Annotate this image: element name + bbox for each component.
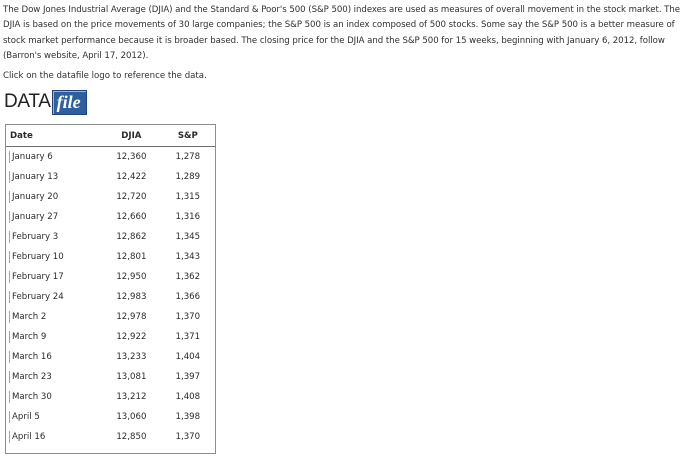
header-sp: S&P: [161, 125, 215, 147]
table-row: [6, 207, 215, 227]
cell-sp: 1,397: [175, 372, 201, 382]
cell-djia: 12,720: [116, 192, 147, 202]
cell-date: [6, 147, 102, 168]
cell-sp: 1,370: [175, 432, 201, 442]
data-table: [6, 125, 215, 447]
cell-djia: 12,360: [116, 152, 147, 162]
cell-djia: 12,850: [116, 432, 147, 442]
cell-sp: 1,404: [175, 352, 201, 362]
cell-date-text: March 23: [9, 371, 52, 383]
cell-sp: 1,362: [175, 272, 201, 282]
cell-date: [6, 347, 102, 367]
cell-sp: 1,316: [175, 212, 201, 222]
cell-sp: 1,315: [175, 192, 201, 202]
cell-date-text: March 16: [9, 351, 52, 363]
cell-sp: 1,370: [175, 312, 201, 322]
cell-sp: 1,278: [175, 152, 201, 162]
cell-date-text: February 24: [9, 291, 64, 303]
cell-date-text: January 20: [9, 191, 58, 203]
cell-djia: 12,422: [116, 172, 147, 182]
datafile-logo-file-text: file: [52, 90, 87, 115]
cell-date-text: February 3: [9, 231, 58, 243]
cell-djia: 12,660: [116, 212, 147, 222]
cell-date-text: April 16: [9, 431, 45, 443]
cell-djia: 13,233: [116, 352, 147, 362]
table-row: [6, 307, 215, 327]
cell-date-text: January 27: [9, 211, 58, 223]
cell-date: [6, 187, 102, 207]
header-date: Date: [6, 125, 102, 147]
cell-date: [6, 247, 102, 267]
cell-date: [6, 427, 102, 447]
cell-djia: 12,978: [116, 312, 147, 322]
table-row: [6, 187, 215, 207]
table-row: [6, 427, 215, 447]
problem-description: The Dow Jones Industrial Average (DJIA) and the Standard & Poor's 500 (S&P 500) indexes are used as measures of overall movement in the stock market. The DJIA is based on the price movements of 30 large companies; the S&P 500 is an index composed of 500 stocks. Some say the S&P 500 is a better measure of stock market performance because it is broader based. The closing price for the DJIA and the S&P 500 for 15 weeks, beginning with January 6, 2012, follow (Barron's website, April 17, 2012).: [3, 5, 681, 61]
cell-djia: 13,212: [116, 392, 147, 402]
table-row: [6, 327, 215, 347]
cell-sp: 1,398: [175, 412, 201, 422]
cell-sp: 1,345: [175, 232, 201, 242]
cell-date-text: March 30: [9, 391, 52, 403]
cell-sp: 1,371: [175, 332, 201, 342]
table-row: [6, 147, 215, 168]
cell-date: [6, 407, 102, 427]
cell-djia: 12,801: [116, 252, 147, 262]
header-djia: DJIA: [102, 125, 160, 147]
cell-date-text: February 17: [9, 271, 64, 283]
cell-date: [6, 367, 102, 387]
cell-djia: 13,060: [116, 412, 147, 422]
table-row: [6, 387, 215, 407]
cell-sp: 1,366: [175, 292, 201, 302]
cell-date-text: March 2: [9, 311, 46, 323]
datafile-logo-data-text: DATA: [4, 91, 51, 112]
table-row: [6, 287, 215, 307]
table-row: [6, 227, 215, 247]
cell-date-text: February 10: [9, 251, 64, 263]
table-row: [6, 247, 215, 267]
cell-date: [6, 287, 102, 307]
table-row: [6, 167, 215, 187]
cell-date: [6, 327, 102, 347]
stock-index-table: [5, 124, 216, 454]
cell-date-text: January 6: [9, 151, 53, 163]
cell-date-text: April 5: [9, 411, 40, 423]
cell-date: [6, 227, 102, 247]
cell-date: [6, 167, 102, 187]
cell-date-text: March 9: [9, 331, 46, 343]
cell-djia: 13,081: [116, 372, 147, 382]
table-row: [6, 347, 215, 367]
cell-djia: 12,922: [116, 332, 147, 342]
table-header-row: [6, 125, 215, 147]
table-row: [6, 267, 215, 287]
datafile-instruction: Click on the datafile logo to reference the data.: [3, 71, 207, 81]
cell-djia: 12,862: [116, 232, 147, 242]
cell-sp: 1,408: [175, 392, 201, 402]
datafile-logo-button[interactable]: [4, 90, 87, 114]
cell-date: [6, 267, 102, 287]
cell-djia: 12,950: [116, 272, 147, 282]
cell-djia: 12,983: [116, 292, 147, 302]
cell-date: [6, 387, 102, 407]
table-row: [6, 367, 215, 387]
table-body: [6, 147, 215, 448]
cell-sp: 1,289: [175, 172, 201, 182]
table-row: [6, 407, 215, 427]
cell-sp: 1,343: [175, 252, 201, 262]
cell-date: [6, 307, 102, 327]
cell-date: [6, 207, 102, 227]
cell-date-text: January 13: [9, 171, 58, 183]
